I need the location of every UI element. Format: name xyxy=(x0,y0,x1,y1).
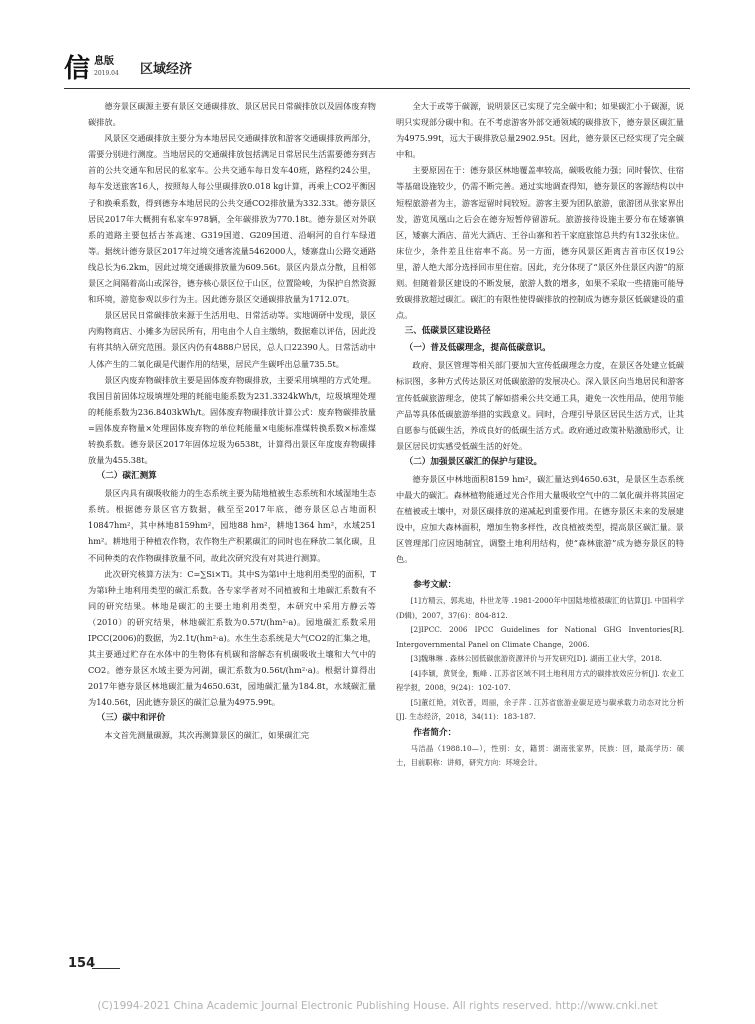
page-number: 154 xyxy=(68,956,96,971)
journal-logo xyxy=(64,54,136,86)
reference-item: [2]IPCC. 2006 IPCC Guidelines for National GHG Inventories[R]. Intergovernmental Panel on Climate Change，2006. xyxy=(396,625,684,649)
logo-date: 2019.04 xyxy=(94,70,119,77)
subheading-awareness: （一）普及低碳理念，提高低碳意识。 xyxy=(404,343,551,354)
section-title: 区域经济 xyxy=(140,62,193,77)
subheading-protection: （二）加强景区碳汇的保护与建设。 xyxy=(404,456,543,467)
paragraph: 全大于或等于碳源，说明景区已实现了完全碳中和；如果碳汇小于碳源，说明只实现部分碳中和。在不考虑游客外部交通领域的碳排放下，德夯景区碳汇量为4975.99t，远大于碳排放总量2902.95t。因此，德夯景区已经实现了完全碳中和。 xyxy=(396,101,684,160)
page-number-rule xyxy=(92,968,120,969)
subheading-carbon-neutral: （三）碳中和评价 xyxy=(96,713,166,724)
reference-item: [1]方精云，郭兆迪，朴世龙等 .1981-2000年中国陆地植被碳汇的估算[J]. 中国科学(D辑)，2007，37(6)：804-812. xyxy=(396,596,684,620)
paragraph: 政府、景区管理等相关部门要加大宣传低碳理念力度，在景区各处建立低碳标识图，多种方式传达景区对低碳旅游的发展决心。深入景区向当地居民和游客宣传低碳旅游理念，使其了解如搭乘公共交通工具，避免一次性用品，使用节能产品等具体低碳旅游举措的实践意义。同时，合理引导景区居民生活方式，让其自愿参与低碳生活，养成良好的低碳生活方式。政府通过政策补贴激励形式，让景区居民切实感受低碳生活的好处。 xyxy=(396,360,684,451)
paragraph: 此次研究核算方法为：C=∑Si×Ti。其中S为第i中土地利用类型的面积，T为第i种土地利用类型的碳汇系数。各专家学者对不同植被和土地碳汇系数有不同的研究结果。林地是碳汇的主要土地利用类型，本研究中采用方静云等（2010）的研究结果，林地碳汇系数为0.57t/(hm²·a)。园地碳汇系数采用IPCC(2006)的数据，为2.1t/(hm²·a)。水生生态系统是大气CO2的汇集之地，其主要通过贮存在水体中的生物体有机碳和溶解态有机碳吸收土壤和大气中的CO2。德夯景区水域主要为河湖，碳汇系数为0.56t/(hm²·a)。根据计算得出2017年德夯景区林地碳汇量为4650.63t，园地碳汇量为184.8t，水域碳汇量为140.56t，因此德夯景区的碳汇总量为4975.99t。 xyxy=(88,568,376,708)
reference-item: [4]李颖，黄贤金，甄峰 . 江苏省区域不同土地利用方式的碳排放效应分析[J]. 农业工程学报，2008，9(24)：102-107. xyxy=(396,668,684,693)
author-bio: 马洁晶（1988.10—），性别：女，籍贯：湖南张家界，民族：回，最高学历：硕士，目前职称：讲师，研究方向：环境会计。 xyxy=(396,743,684,768)
paragraph: 德夯景区中林地面积8159 hm²，碳汇量达到4650.63t，是景区生态系统中最大的碳汇。森林植物能通过光合作用大量吸收空气中的二氧化碳并将其固定在植被或土壤中，对景区碳排放的递减起到重要作用。在德夯景区未来的发展建设中，应加大森林面积，增加生物多样性，改良植被类型，提高景区碳汇量。景区管理部门应因地制宜，调整土地利用结构，使“森林旅游”成为德夯景区的特色。 xyxy=(396,473,684,565)
paragraph: 景区内具有碳吸收能力的生态系统主要为陆地植被生态系统和水域湿地生态系统。根据德夯景区官方数据，截至至2017年底，德夯景区总占地面积10847hm²，其中林地8159hm²，园地88 hm²，耕地1364 hm²，水域251 hm²。耕地用于种植农作物，农作物生产积累碳汇的同时也在释放二氧化碳，且不同种类的农作物碳排放量不同，故此次研究没有对其进行测算。 xyxy=(88,488,376,563)
header-rule xyxy=(64,88,690,89)
left-column xyxy=(88,98,376,744)
author-bio-title: 作者简介： xyxy=(413,727,457,738)
page-header xyxy=(0,54,755,88)
references xyxy=(396,577,684,771)
references-title: 参考文献： xyxy=(413,580,457,591)
copyright-footer: (C)1994-2021 China Academic Journal Electronic Publishing House. All rights reserved. http://www.cnki.net xyxy=(97,1000,658,1012)
right-column xyxy=(396,98,684,771)
subheading-carbon-sink: （二）碳汇测算 xyxy=(96,471,157,482)
paragraph: 本文首先测量碳源，其次再测算景区的碳汇，如果碳汇完 xyxy=(104,730,310,741)
logo-sub-text: 息版 xyxy=(94,56,114,67)
logo-main-char: 信 xyxy=(64,54,91,84)
reference-item: [3]魏琳琳 . 森林公园低碳旅游资源评价与开发研究[D]. 湖南工业大学，2018. xyxy=(410,654,662,664)
paragraph: 主要原因在于：德夯景区林地覆盖率较高，碳吸收能力强；同时餐饮、住宿等基础设施较少，仍需不断完善。通过实地调查得知，德夯景区的客源结构以中短程旅游者为主，游客逗留时间较短。游客主要为团队旅游，旅游团从张家界出发，游览凤凰山之后会在德夯短暂停留游玩。旅游接待设施主要分布在矮寨镇区，矮寨大酒店、苗光大酒店、王谷山寨和若干家庭旅馆总共约有132张床位。床位少，条件差且住宿率不高。另一方面，德夯风景区距离吉首市区仅19公里，游人绝大部分选择回市里住宿。因此，充分体现了“景区外住景区内游”的原则。但随着景区建设的不断发展，旅游人数的增多，如果不采取一些措施可能导致碳排放超过碳汇。碳汇的有限性使得碳排放的控制成为德夯景区低碳建设的重点。 xyxy=(396,165,684,321)
paragraph: 风景区交通碳排放主要分为本地居民交通碳排放和游客交通碳排放两部分，需要分别进行测度。当地居民的交通碳排放包括满足日常居民生活需要德夯到吉首的公共交通车和居民的私家车。公共交通车每日发车40班，路程约24公里，每车发送旅客16人，按照每人每公里碳排放0.018 kg计算，再乘上CO2平衡因子和换乘系数，得到德夯本地居民的公共交通CO2排放量为332.33t。德夯景区居民2017年大概拥有私家车978辆，全年碳排放为770.18t。德夯景区对外联系的道路主要包括古茶高速、G319国道、G209国道、沿峒河的自行车绿道等。据统计德夯景区2017年过境交通客流量5462000人，矮寨盘山公路交通路线总长为6.2km，因此过境交通碳排放量为609.56t。景区内景点分散，且相邻景区之间隔着高山或深谷，德夯核心景区位于山区，位置险峻，为保护自然资源和环境，游览参观以步行为主。因此德夯景区交通碳排放量为1712.07t。 xyxy=(88,133,376,305)
paragraph: 景区居民日常碳排放来源于生活用电、日常活动等。实地调研中发现，景区内购物商店、小摊多为居民所有，用电由个人自主缴纳，数据难以评估，因此没有将其纳入研究范围。景区内仍有4888户居民，总人口22390人。日常活动中人体产生的二氧化碳是代谢作用的结果，居民产生碳呼出总量735.5t。 xyxy=(88,310,376,369)
paragraph: 景区内废弃物碳排放主要是固体废弃物碳排放，主要采用填埋的方式处理。我国目前固体垃圾填埋处理的耗能电能系数为231.3324kWh/t，垃圾填埋处理的耗能系数为236.8403kWh/t。固体废弃物碳排放计算公式：废弃物碳排放量=固体废弃物量×处理固体废弃物的单位耗能量×电能标准煤转换系数×标准煤转换系数。德夯景区2017年固体垃圾为6538t，计算得出景区年度废弃物碳排放量为455.38t。 xyxy=(88,374,376,466)
paragraph: 德夯景区碳源主要有景区交通碳排放、景区居民日常碳排放以及固体废弃物碳排放。 xyxy=(88,101,376,128)
reference-item: [5]董红艳，刘钦普，周丽，余子萍 . 江苏省旅游业碳足迹与碳承载力动态对比分析[J]. 生态经济，2018，34(11)：183-187. xyxy=(396,697,684,722)
heading-construction-path: 三、低碳景区建设路径 xyxy=(404,326,491,337)
